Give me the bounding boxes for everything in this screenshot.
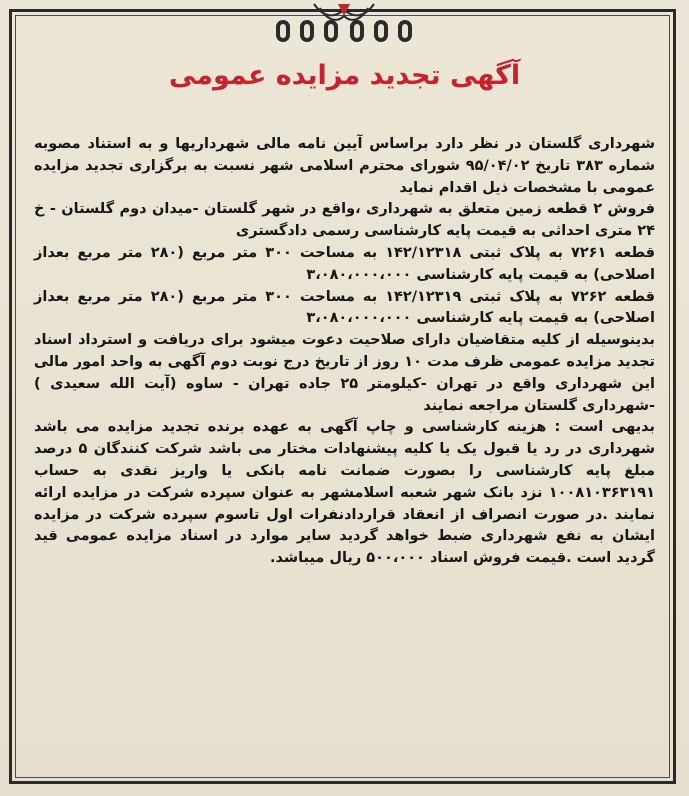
paragraph-intro: شهرداری گلستان در نظر دارد براساس آیین نامه مالی شهرداریها و به استناد مصوبه شماره ۳۸۳ تاریخ ۹۵/۰۴/۰۲ شورای محترم اسلامی شهر نسبت به برگزاری تجدید مزایده عمومی با مشخصات ذیل اقدام نماید [34,136,655,196]
paragraph-plot-7262: قطعه ۷۲۶۲ به پلاک ثبتی ۱۴۲/۱۲۳۱۹ به مساحت ۳۰۰ متر مربع (۲۸۰ متر مربع بعداز اصلاحی) به قیمت پایه کارشناسی ۳،۰۸۰،۰۰۰،۰۰۰ [34,288,656,327]
municipality-emblem-icon [254,0,434,48]
notice-body [34,134,655,570]
notice-title: آگهی تجدید مزایده عمومی [168,60,521,91]
paragraph-sale-subject: فروش ۲ قطعه زمین متعلق به شهرداری ،واقع در شهر گلستان -میدان دوم گلستان - خ ۲۴ متری احداثی به قیمت پایه کارشناسی رسمی دادگستری [34,201,655,240]
paragraph-plot-7261: قطعه ۷۲۶۱ به پلاک ثبتی ۱۴۲/۱۲۳۱۸ به مساحت ۳۰۰ متر مربع (۲۸۰ متر مربع بعداز اصلاحی) به قیمت پایه کارشناسی ۳،۰۸۰،۰۰۰،۰۰۰ [34,244,656,283]
paragraph-conditions: بدیهی است : هزینه کارشناسی و چاپ آگهی به عهده برنده تجدید مزایده می باشد شهرداری در رد یا قبول یک یا کلیه پیشنهادات مختار می باشد شرکت کنندگان ۵ درصد مبلغ پایه کارشناسی را بصورت ضمانت نامه بانکی یا واریز نقدی به حساب ۱۰۰۸۱۰۳۶۳۱۹۱ نزد بانک شهر شعبه اسلامشهر به عنوان سپرده شرکت در مزایده ارائه نمایند .در صورت انصراف از انعقاد قراردادنفرات اول تاسوم سپرده شرکت در مزایده ایشان به نفع شهرداری ضبط خواهد گردید سایر موارد در اسناد مزایده عمومی قید گردید است .قیمت فروش اسناد ۵۰۰،۰۰۰ ریال میباشد. [34,419,655,567]
paragraph-invitation: بدینوسیله از کلیه متقاضیان دارای صلاحیت دعوت میشود برای دریافت و استرداد اسناد تجدید مزایده عمومی ظرف مدت ۱۰ روز از تاریخ درج نوبت دوم آگهی به واحد امور مالی این شهرداری واقع در تهران -کیلومتر ۲۵ جاده تهران - ساوه (آیت الله سعیدی ) -شهرداری گلستان مراجعه نمایند [34,332,655,414]
